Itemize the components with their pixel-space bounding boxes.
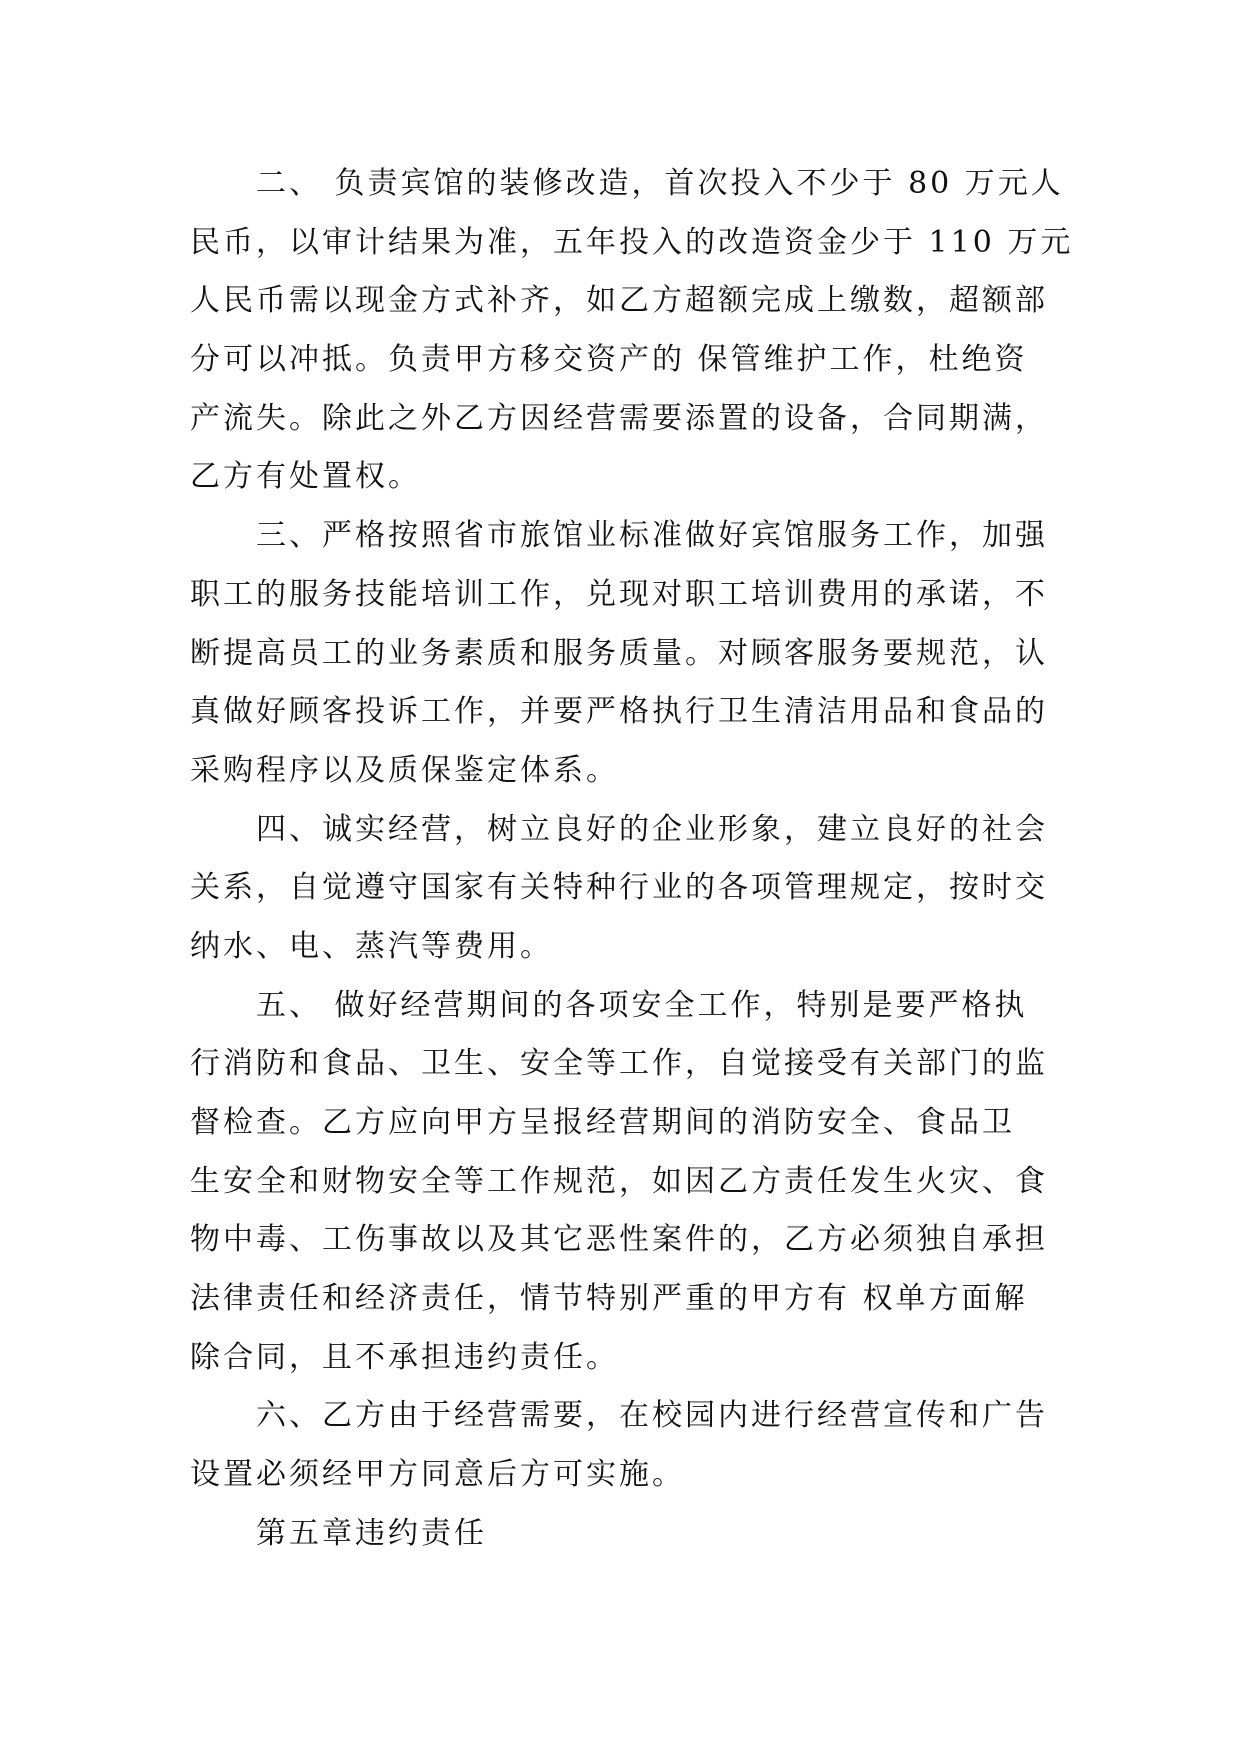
- text-line: 第五章违约责任: [256, 1515, 487, 1551]
- text-line: 民币，以审计结果为准，五年投入的改造资金少于 110 万元: [190, 224, 1074, 260]
- text-line: 督检查。乙方应向甲方呈报经营期间的消防安全、食品卫: [190, 1105, 1015, 1140]
- text-line: 除合同，且不承担违约责任。: [190, 1339, 619, 1375]
- text-line: 法律责任和经济责任，情节特别严重的甲方有 权单方面解: [190, 1281, 1028, 1317]
- text-line: 职工的服务技能培训工作，兑现对职工培训费用的承诺，不: [190, 576, 1048, 612]
- text-line: 采购程序以及质保鉴定体系。: [190, 752, 619, 788]
- text-line: 五、 做好经营期间的各项安全工作，特别是要严格执: [256, 987, 1028, 1023]
- text-line: 行消防和食品、卫生、安全等工作，自觉接受有关部门的监: [190, 1046, 1048, 1082]
- text-line: 物中毒、工伤事故以及其它恶性案件的，乙方必须独自承担: [190, 1222, 1048, 1258]
- document-body: [190, 155, 1074, 1564]
- text-line: 设置必须经甲方同意后方可实施。: [190, 1457, 685, 1493]
- text-line: 纳水、电、蒸汽等费用。: [190, 928, 553, 964]
- text-line: 二、 负责宾馆的装修改造，首次投入不少于 80 万元人: [256, 166, 1064, 201]
- text-line: 产流失。除此之外乙方因经营需要添置的设备，合同期满，: [190, 400, 1048, 436]
- text-line: 生安全和财物安全等工作规范，如因乙方责任发生火灾、食: [190, 1163, 1048, 1199]
- text-line: 断提高员工的业务素质和服务质量。对顾客服务要规范，认: [190, 635, 1048, 671]
- text-line: 人民币需以现金方式补齐，如乙方超额完成上缴数，超额部: [190, 283, 1048, 319]
- text-line: 真做好顾客投诉工作，并要严格执行卫生清洁用品和食品的: [190, 694, 1048, 730]
- text-line: 四、诚实经营，树立良好的企业形象，建立良好的社会: [256, 811, 1048, 847]
- text-line: 分可以冲抵。负责甲方移交资产的 保管维护工作，杜绝资: [190, 342, 1028, 378]
- text-line: 六、乙方由于经营需要，在校园内进行经营宣传和广告: [256, 1398, 1048, 1434]
- text-line: 关系，自觉遵守国家有关特种行业的各项管理规定，按时交: [190, 870, 1048, 906]
- text-line: 三、严格按照省市旅馆业标准做好宾馆服务工作，加强: [256, 518, 1048, 554]
- text-line: 乙方有处置权。: [190, 459, 421, 495]
